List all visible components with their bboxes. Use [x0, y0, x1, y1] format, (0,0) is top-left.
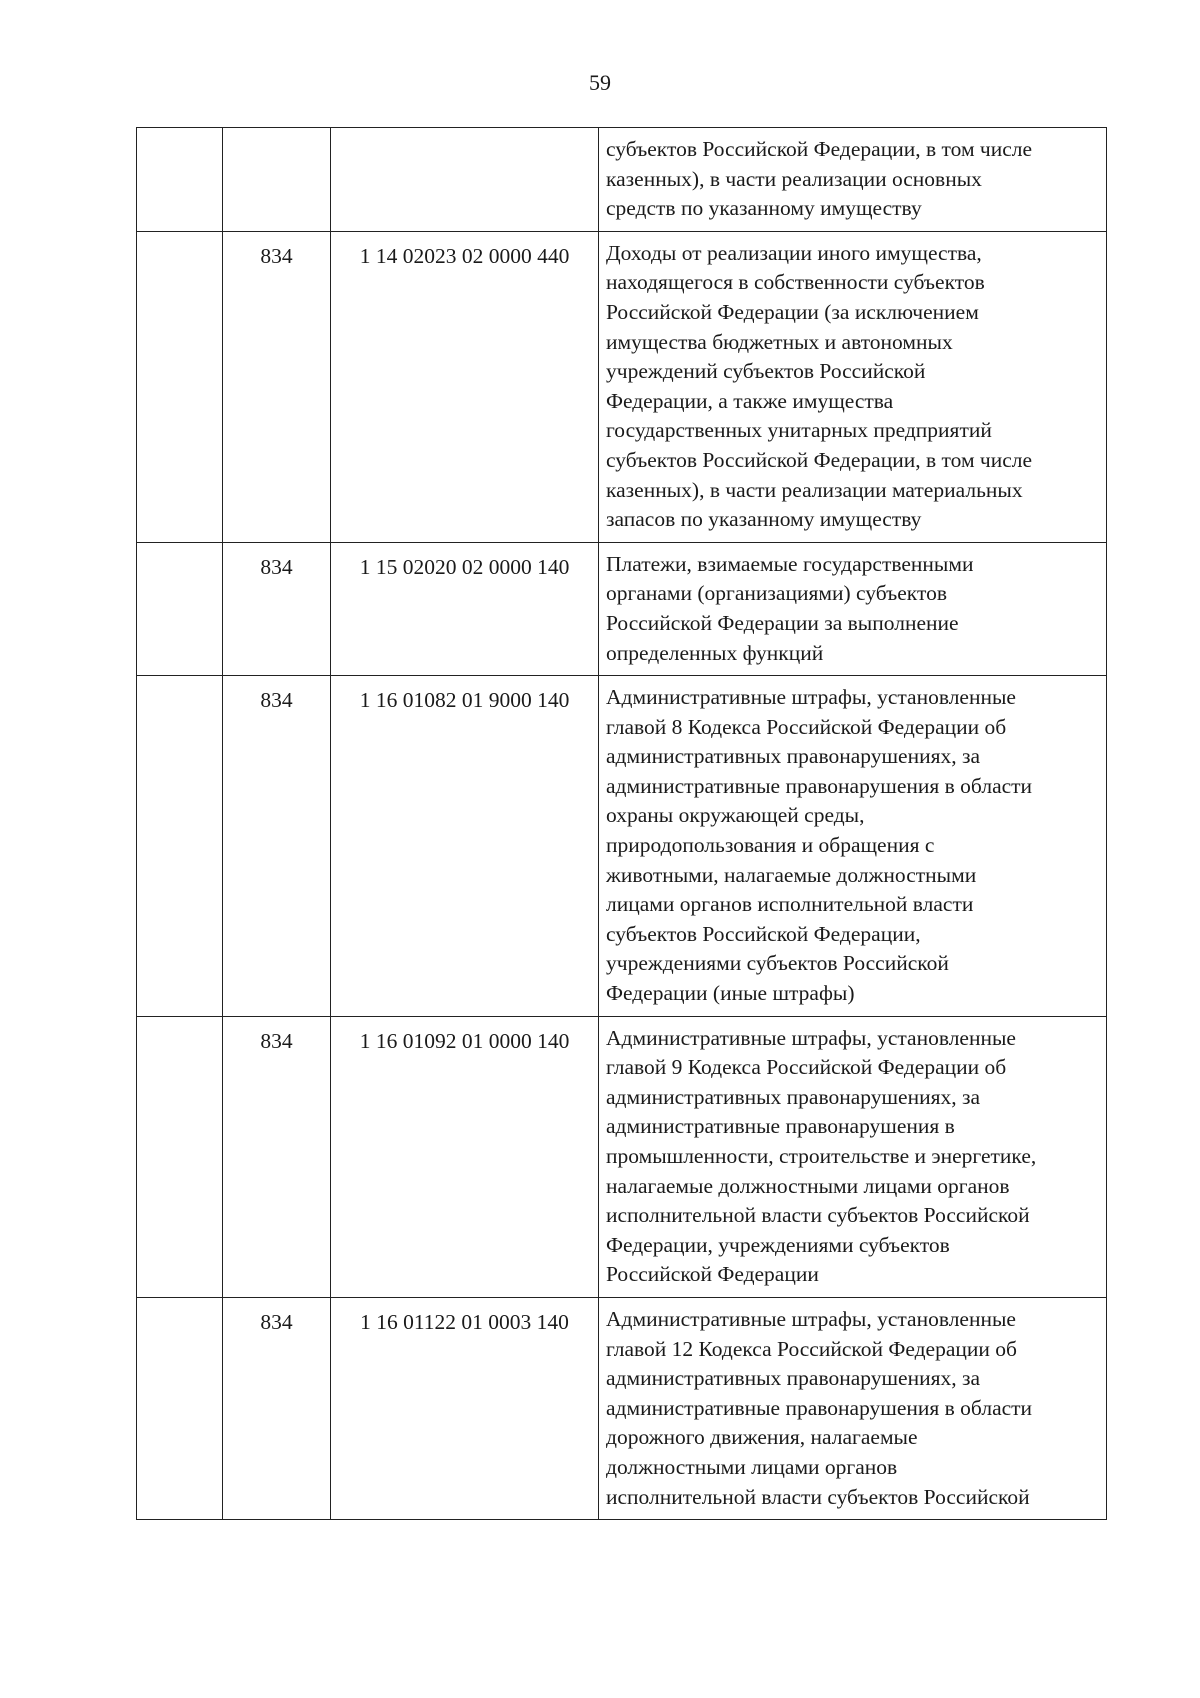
budget-code-cell: 1 16 01082 01 9000 140: [331, 676, 599, 1017]
description-line: Российской Федерации за выполнение: [606, 610, 959, 635]
description-line: лицами органов исполнительной власти: [606, 892, 974, 917]
admin-code-cell: 834: [223, 1016, 331, 1297]
description-line: должностными лицами органов: [606, 1454, 898, 1479]
description-line: дорожного движения, налагаемые: [606, 1425, 918, 1450]
empty-cell: [137, 542, 223, 675]
admin-code-cell: 834: [223, 1297, 331, 1519]
budget-code-cell: 1 16 01122 01 0003 140: [331, 1297, 599, 1519]
description-line: главой 9 Кодекса Российской Федерации об: [606, 1055, 1007, 1080]
description-line: казенных), в части реализации материальных: [606, 477, 1023, 502]
description-line: имущества бюджетных и автономных: [606, 329, 953, 354]
empty-cell: [137, 1016, 223, 1297]
description-line: казенных), в части реализации основных: [606, 166, 982, 191]
description-cell: [599, 542, 1107, 675]
empty-cell: [137, 128, 223, 232]
description-line: Административные штрафы, установленные: [606, 1025, 1016, 1050]
table-row: [137, 1297, 1107, 1519]
description-line: субъектов Российской Федерации, в том числе: [606, 137, 1033, 161]
page-number: 59: [589, 70, 611, 95]
description-cell: [599, 128, 1107, 232]
budget-code-cell: 1 14 02023 02 0000 440: [331, 231, 599, 542]
description-line: административные правонарушения в области: [606, 1395, 1033, 1420]
empty-cell: [137, 676, 223, 1017]
description-line: главой 8 Кодекса Российской Федерации об: [606, 714, 1007, 739]
description-line: Административные штрафы, установленные: [606, 685, 1016, 710]
description-line: исполнительной власти субъектов Российской: [606, 1203, 1030, 1228]
description-line: Российской Федерации (за исключением: [606, 299, 979, 324]
table-body: [137, 128, 1107, 1520]
description-line: определенных функций: [606, 640, 824, 665]
description-line: Федерации, учреждениями субъектов: [606, 1232, 950, 1257]
table-row: [137, 128, 1107, 232]
admin-code-cell: 834: [223, 676, 331, 1017]
description-line: главой 12 Кодекса Российской Федерации об: [606, 1336, 1017, 1361]
table-row: [137, 542, 1107, 675]
description-line: Доходы от реализации иного имущества,: [606, 240, 982, 265]
admin-code-cell: [223, 128, 331, 232]
description-cell: [599, 1016, 1107, 1297]
empty-cell: [137, 231, 223, 542]
empty-cell: [137, 1297, 223, 1519]
description-line: субъектов Российской Федерации,: [606, 921, 921, 946]
description-line: средств по указанному имуществу: [606, 196, 922, 221]
description-line: административных правонарушениях, за: [606, 1084, 981, 1109]
description-line: субъектов Российской Федерации, в том числе: [606, 447, 1033, 472]
description-line: административных правонарушениях, за: [606, 744, 981, 769]
budget-code-cell: 1 16 01092 01 0000 140: [331, 1016, 599, 1297]
description-line: запасов по указанному имуществу: [606, 507, 922, 532]
description-line: государственных унитарных предприятий: [606, 418, 992, 443]
description-line: административные правонарушения в области: [606, 773, 1033, 798]
description-line: Федерации, а также имущества: [606, 388, 894, 413]
description-line: Российской Федерации: [606, 1262, 819, 1287]
table-row: [137, 231, 1107, 542]
description-line: находящегося в собственности субъектов: [606, 270, 985, 295]
description-line: Федерации (иные штрафы): [606, 981, 855, 1006]
description-line: охраны окружающей среды,: [606, 803, 865, 828]
table-row: [137, 676, 1107, 1017]
admin-code-cell: 834: [223, 542, 331, 675]
description-line: исполнительной власти субъектов Российской: [606, 1484, 1030, 1509]
description-line: административных правонарушениях, за: [606, 1366, 981, 1391]
description-cell: [599, 676, 1107, 1017]
budget-code-cell: 1 15 02020 02 0000 140: [331, 542, 599, 675]
description-line: учреждений субъектов Российской: [606, 359, 926, 384]
budget-code-cell: [331, 128, 599, 232]
budget-classification-table: [136, 127, 1107, 1520]
description-line: промышленности, строительстве и энергетике,: [606, 1144, 1037, 1168]
description-line: Административные штрафы, установленные: [606, 1306, 1016, 1331]
description-cell: [599, 1297, 1107, 1519]
description-cell: [599, 231, 1107, 542]
description-line: налагаемые должностными лицами органов: [606, 1173, 1010, 1198]
admin-code-cell: 834: [223, 231, 331, 542]
description-line: природопользования и обращения с: [606, 833, 935, 858]
table-row: [137, 1016, 1107, 1297]
description-line: животными, налагаемые должностными: [606, 862, 977, 887]
description-line: Платежи, взимаемые государственными: [606, 551, 974, 576]
description-line: органами (организациями) субъектов: [606, 581, 947, 606]
description-line: административные правонарушения в: [606, 1114, 955, 1139]
description-line: учреждениями субъектов Российской: [606, 951, 949, 976]
